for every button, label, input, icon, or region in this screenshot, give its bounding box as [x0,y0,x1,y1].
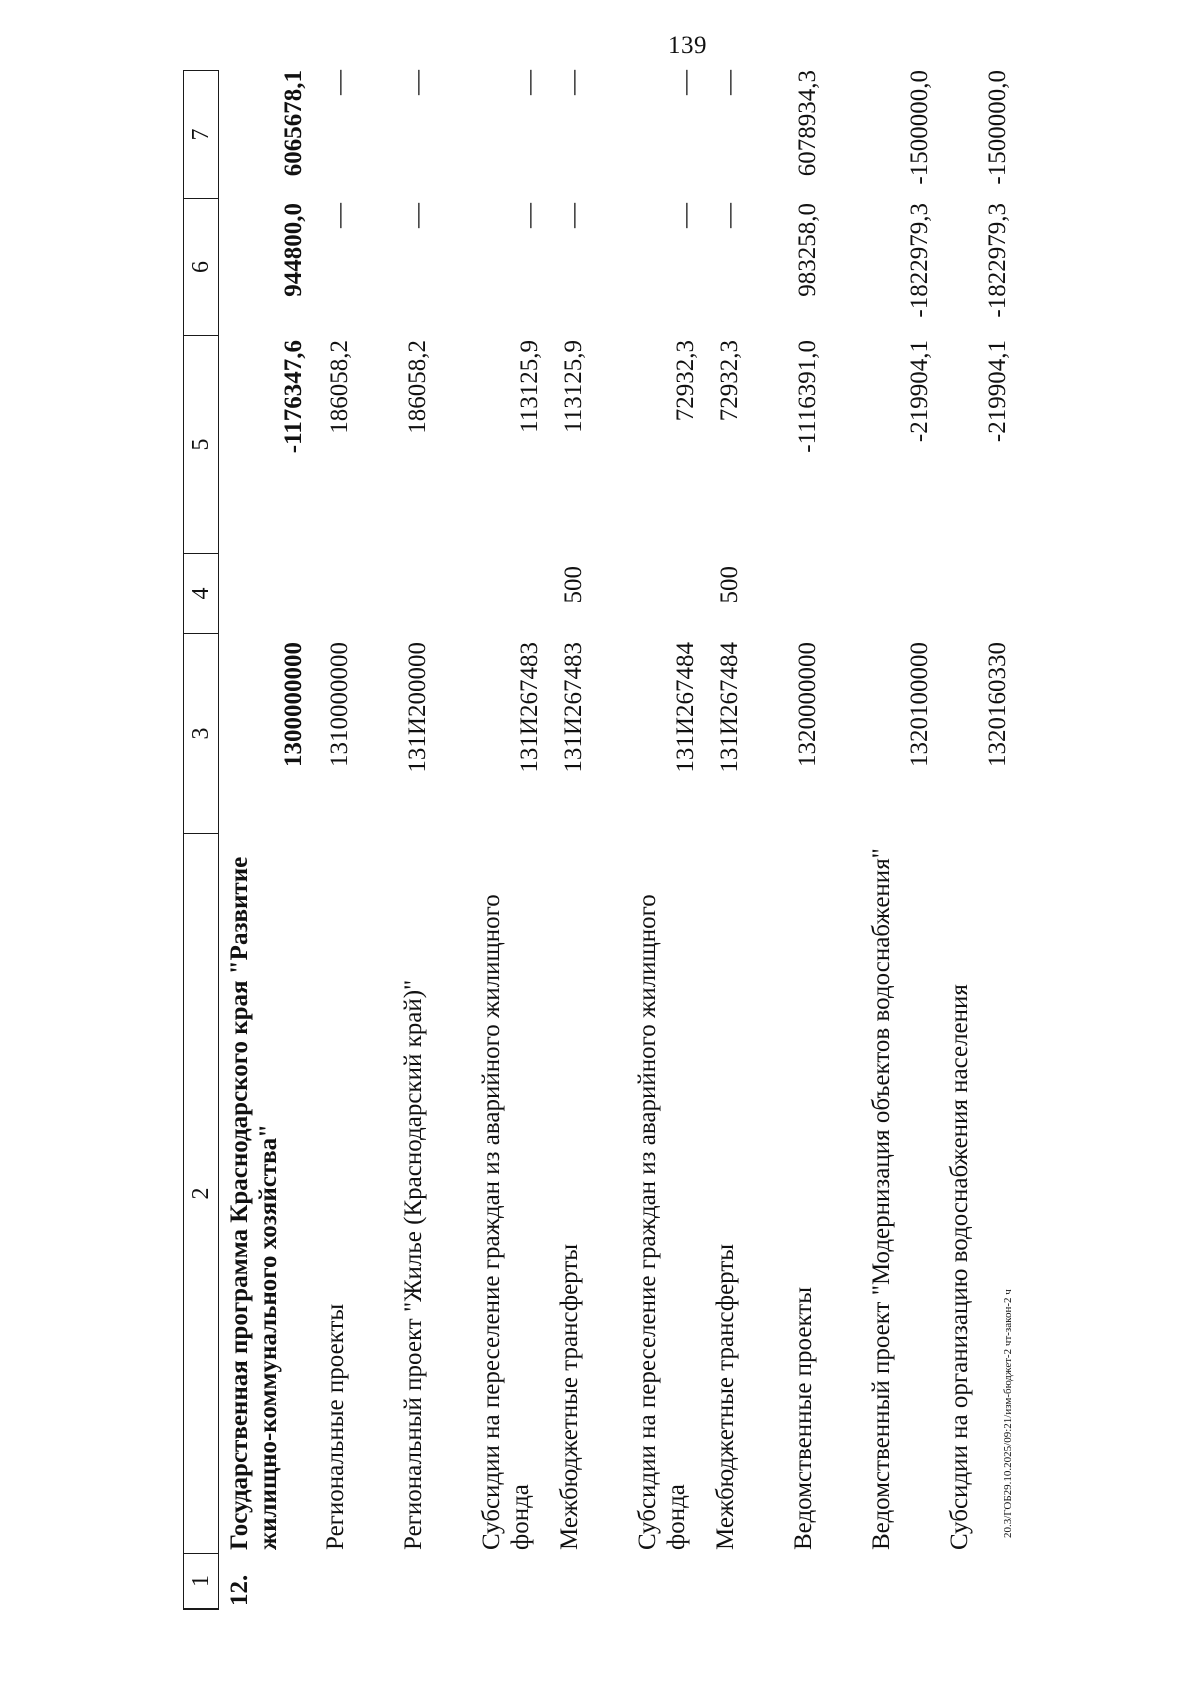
footer-note-text: 20.3/ГОБ29.10.2025/09:21/изм-бюджет-2 чт-закон-2 ч [1002,1289,1014,1538]
row-value-5: 72932,3 [716,340,743,422]
table-row [705,70,783,1610]
row-number [705,1554,783,1610]
footer-note [1002,638,1014,1538]
row-code: 131И267483 [560,642,587,773]
row-value-6: 944800,0 [280,203,307,297]
row-type [783,554,861,634]
column-header: 1 [183,1554,219,1610]
row-number [471,1554,549,1610]
row-number [939,1554,1017,1610]
row-value-7: — [326,70,353,95]
row-value-7: -1500000,0 [906,70,933,185]
table-header-row [183,70,219,1610]
row-number: 12. [226,1574,253,1606]
row-name: Региональные проекты [322,1303,349,1550]
column-header: 7 [183,70,219,199]
row-type [471,554,549,634]
row-value-5: 186058,2 [404,340,431,434]
row-name: Субсидии на организацию водоснабжения населения [946,984,973,1550]
row-number [783,1554,861,1610]
row-value-6: — [404,203,431,228]
row-number [627,1554,705,1610]
row-value-7: — [672,70,699,95]
table-row [861,70,939,1610]
row-value-5: -219904,1 [984,340,1011,443]
row-type [393,554,471,634]
row-code: 131И267483 [516,642,543,773]
row-value-5: 113125,9 [516,340,543,433]
row-name: Ведомственный проект "Модернизация объектов водоснабжения" [868,848,895,1550]
row-value-5: -1176347,6 [280,340,307,454]
row-value-7: -1500000,0 [984,70,1011,185]
row-code: 131И267484 [672,642,699,773]
row-value-7: 6065678,1 [280,70,307,177]
table-row [471,70,549,1610]
row-code: 1300000000 [280,642,307,767]
row-value-6: — [326,203,353,228]
row-value-7: — [404,70,431,95]
row-name: Ведомственные проекты [790,1286,817,1550]
column-header: 6 [183,199,219,336]
row-name: Государственная программа Краснодарского края "Развитие жилищно-коммунального хозяйства" [226,856,282,1550]
row-value-7: — [560,70,587,95]
row-type [315,554,393,634]
row-name: Межбюджетные трансферты [556,1243,583,1550]
row-value-7: — [716,70,743,95]
row-value-6: — [560,203,587,228]
table-body [219,70,1017,1610]
row-name: Региональный проект "Жилье (Краснодарский край)" [400,979,427,1550]
row-code: 1310000000 [326,642,353,767]
row-name: Субсидии на переселение граждан из аварийного жилищного фонда [478,894,534,1550]
row-type [627,554,705,634]
row-name: Субсидии на переселение граждан из аварийного жилищного фонда [634,894,690,1550]
column-header: 5 [183,336,219,554]
table-row [219,70,315,1610]
rotated-page [183,70,1163,1610]
row-value-6: — [716,203,743,228]
row-code: 131И267484 [716,642,743,773]
row-number [393,1554,471,1610]
row-number [315,1554,393,1610]
row-number [861,1554,939,1610]
table-row [393,70,471,1610]
row-value-6: -1822979,3 [984,203,1011,318]
row-code: 1320100000 [906,642,933,767]
row-value-5: 186058,2 [326,340,353,434]
table-row [627,70,705,1610]
row-value-7: — [516,70,543,95]
row-value-5: -219904,1 [906,340,933,443]
row-value-6: — [672,203,699,228]
row-value-5: 72932,3 [672,340,699,422]
row-value-6: — [516,203,543,228]
row-type [861,554,939,634]
row-value-7: 6078934,3 [794,70,821,177]
row-code: 1320000000 [794,642,821,767]
row-value-5: 113125,9 [560,340,587,433]
column-header: 2 [183,834,219,1554]
page-number: 139 [668,32,707,59]
row-code: 1320160330 [984,642,1011,767]
row-value-5: -1116391,0 [794,340,821,453]
row-value-6: 983258,0 [794,203,821,297]
row-type [939,554,1017,634]
row-type: 500 [716,566,743,604]
table-row [783,70,861,1610]
row-number [549,1554,627,1610]
budget-table [183,70,1017,1610]
table-row [549,70,627,1610]
row-name: Межбюджетные трансферты [712,1243,739,1550]
row-value-6: -1822979,3 [906,203,933,318]
column-header: 4 [183,554,219,634]
row-code: 131И200000 [404,642,431,773]
row-type [219,554,315,634]
table-row [315,70,393,1610]
row-type: 500 [560,566,587,604]
column-header: 3 [183,634,219,834]
